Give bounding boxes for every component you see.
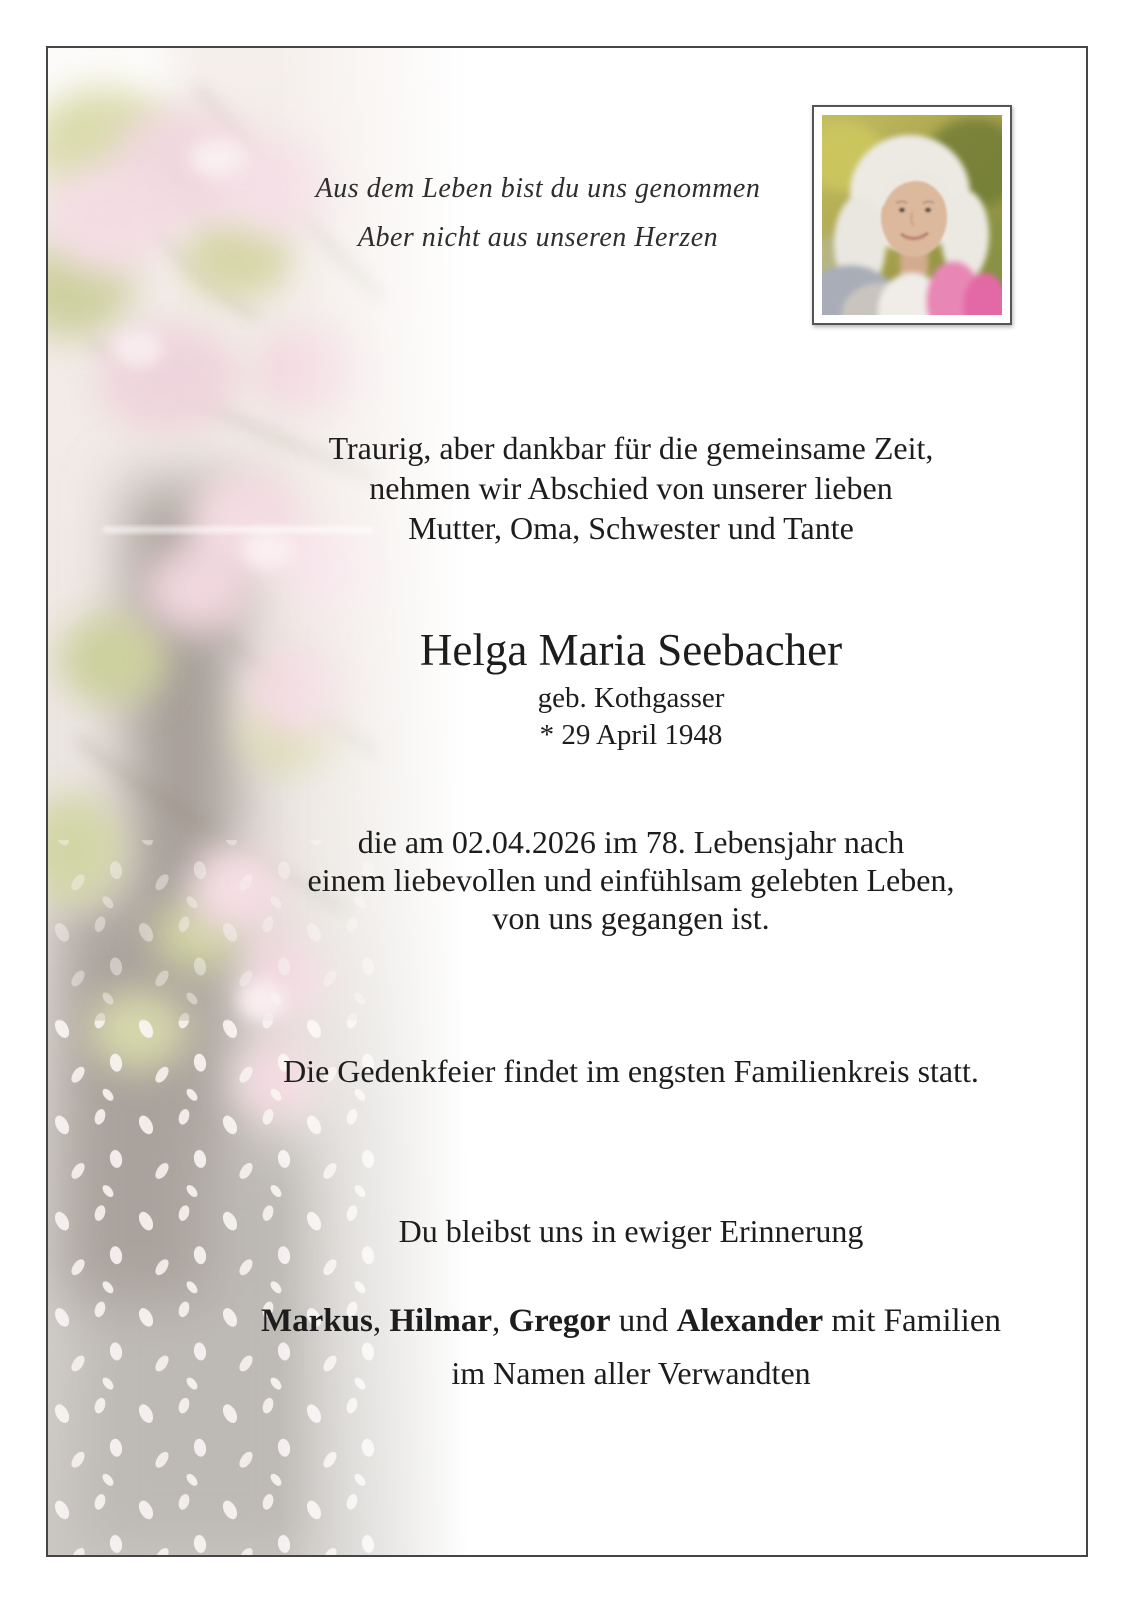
mourners-separator-1: , [372,1303,390,1339]
passing-paragraph [178,823,1084,937]
mourner-name-3: Gregor [508,1303,611,1339]
mourner-name-4: Alexander [676,1303,824,1339]
intro-paragraph [178,428,1084,548]
passing-line-3: von uns gegangen ist. [492,900,770,936]
mourners-conjunction: und [610,1303,677,1339]
passing-line-1: die am 02.04.2026 im 78. Lebensjahr nach [357,824,905,860]
deceased-name: Helga Maria Seebacher [419,625,843,675]
intro-line-3: Mutter, Oma, Schwester und Tante [408,510,854,546]
mourner-name-1: Markus [261,1303,373,1339]
portrait-photo [812,105,1012,325]
passing-line-2: einem liebevollen und einfühlsam gelebten Leben, [307,862,955,898]
intro-line-1: Traurig, aber dankbar für die gemeinsame Zeit, [328,430,934,466]
deceased-block [178,620,1084,754]
birth-date: * 29 April 1948 [539,719,723,751]
epitaph-line-2: Aber nicht aus unseren Herzen [357,222,719,253]
closing-line: im Namen aller Verwandten [451,1355,811,1391]
epitaph-line-1: Aus dem Leben bist du uns genommen [315,173,761,204]
intro-line-2: nehmen wir Abschied von unserer lieben [369,470,893,506]
mourners-separator-2: , [492,1303,509,1339]
mourners-suffix: mit Familien [823,1303,1001,1339]
memorial-card [46,46,1088,1557]
remembrance-line: Du bleibst uns in ewiger Erinnerung [398,1213,864,1249]
portrait-photo-image [822,115,1002,315]
memorial-notice: Die Gedenkfeier findet im engsten Familienkreis statt. [283,1053,979,1089]
mourners-line [178,1300,1084,1342]
maiden-name: geb. Kothgasser [537,682,725,714]
mourner-name-2: Hilmar [389,1303,492,1339]
